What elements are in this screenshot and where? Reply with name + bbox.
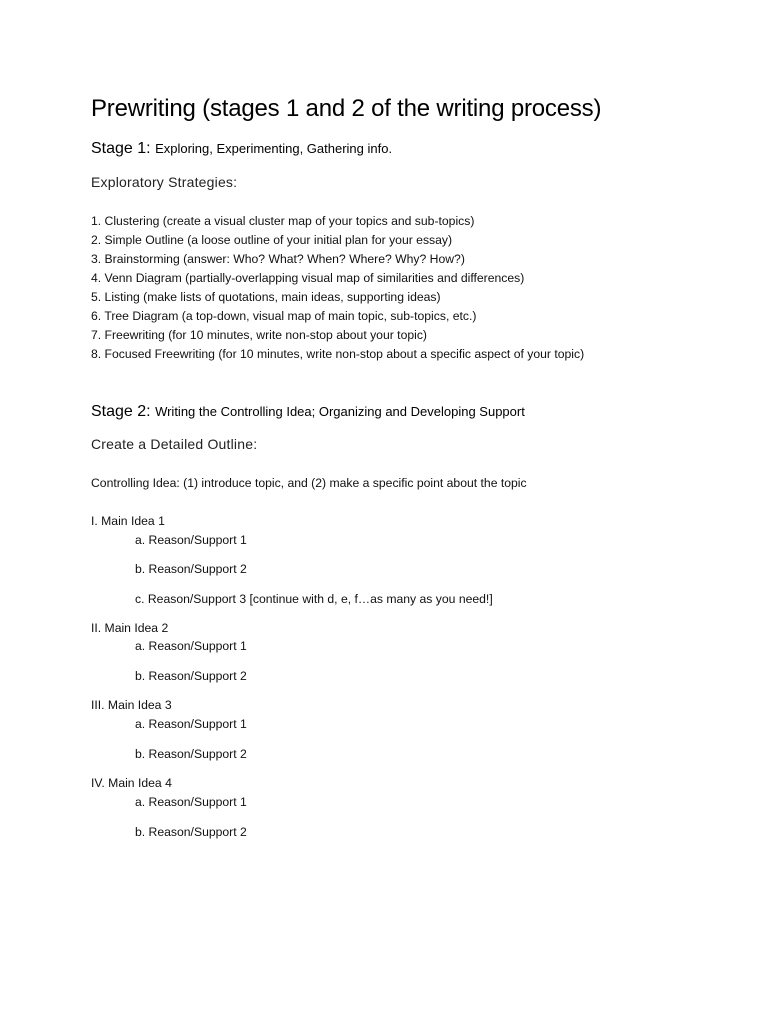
list-item: 6. Tree Diagram (a top-down, visual map of main topic, sub-topics, etc.)	[91, 309, 477, 323]
list-item: 8. Focused Freewriting (for 10 minutes, write non-stop about a specific aspect of your topic)	[91, 347, 585, 361]
controlling-idea-text: Controlling Idea: (1) introduce topic, and (2) make a specific point about the topic	[91, 476, 527, 490]
outline-main-idea-2: II. Main Idea 2	[91, 621, 169, 635]
stage-1-description: Exploring, Experimenting, Gathering info.	[155, 141, 393, 156]
outline-support-item: b. Reason/Support 2	[135, 562, 247, 576]
outline-support-item: b. Reason/Support 2	[135, 825, 247, 839]
stage-1-heading	[91, 140, 392, 158]
exploratory-strategies-heading: Exploratory Strategies:	[91, 174, 238, 190]
stage-1-lead: Stage 1:	[91, 140, 151, 157]
detailed-outline-heading: Create a Detailed Outline:	[91, 436, 258, 452]
list-item: 4. Venn Diagram (partially-overlapping visual map of similarities and differences)	[91, 271, 525, 285]
list-item: 2. Simple Outline (a loose outline of your initial plan for your essay)	[91, 233, 453, 247]
list-item: 3. Brainstorming (answer: Who? What? When? Where? Why? How?)	[91, 252, 465, 266]
stage-2-description: Writing the Controlling Idea; Organizing and Developing Support	[155, 404, 525, 419]
outline-main-idea-4: IV. Main Idea 4	[91, 776, 172, 790]
outline-support-item: b. Reason/Support 2	[135, 669, 247, 683]
strategy-list	[91, 212, 584, 364]
stage-2-lead: Stage 2:	[91, 403, 151, 420]
outline-support-item: a. Reason/Support 1	[135, 717, 247, 731]
outline-support-item: a. Reason/Support 1	[135, 639, 247, 653]
outline-main-idea-1: I. Main Idea 1	[91, 514, 165, 528]
outline-support-item: a. Reason/Support 1	[135, 533, 247, 547]
outline-main-idea-3: III. Main Idea 3	[91, 698, 172, 712]
outline-support-item: b. Reason/Support 2	[135, 747, 247, 761]
list-item: 1. Clustering (create a visual cluster map of your topics and sub-topics)	[91, 214, 475, 228]
list-item: 5. Listing (make lists of quotations, main ideas, supporting ideas)	[91, 290, 441, 304]
page-title: Prewriting (stages 1 and 2 of the writing process)	[91, 95, 602, 122]
stage-2-heading	[91, 403, 525, 421]
list-item: 7. Freewriting (for 10 minutes, write non-stop about your topic)	[91, 328, 427, 342]
outline-support-item: a. Reason/Support 1	[135, 795, 247, 809]
outline-support-item: c. Reason/Support 3 [continue with d, e, f…as many as you need!]	[135, 592, 493, 606]
